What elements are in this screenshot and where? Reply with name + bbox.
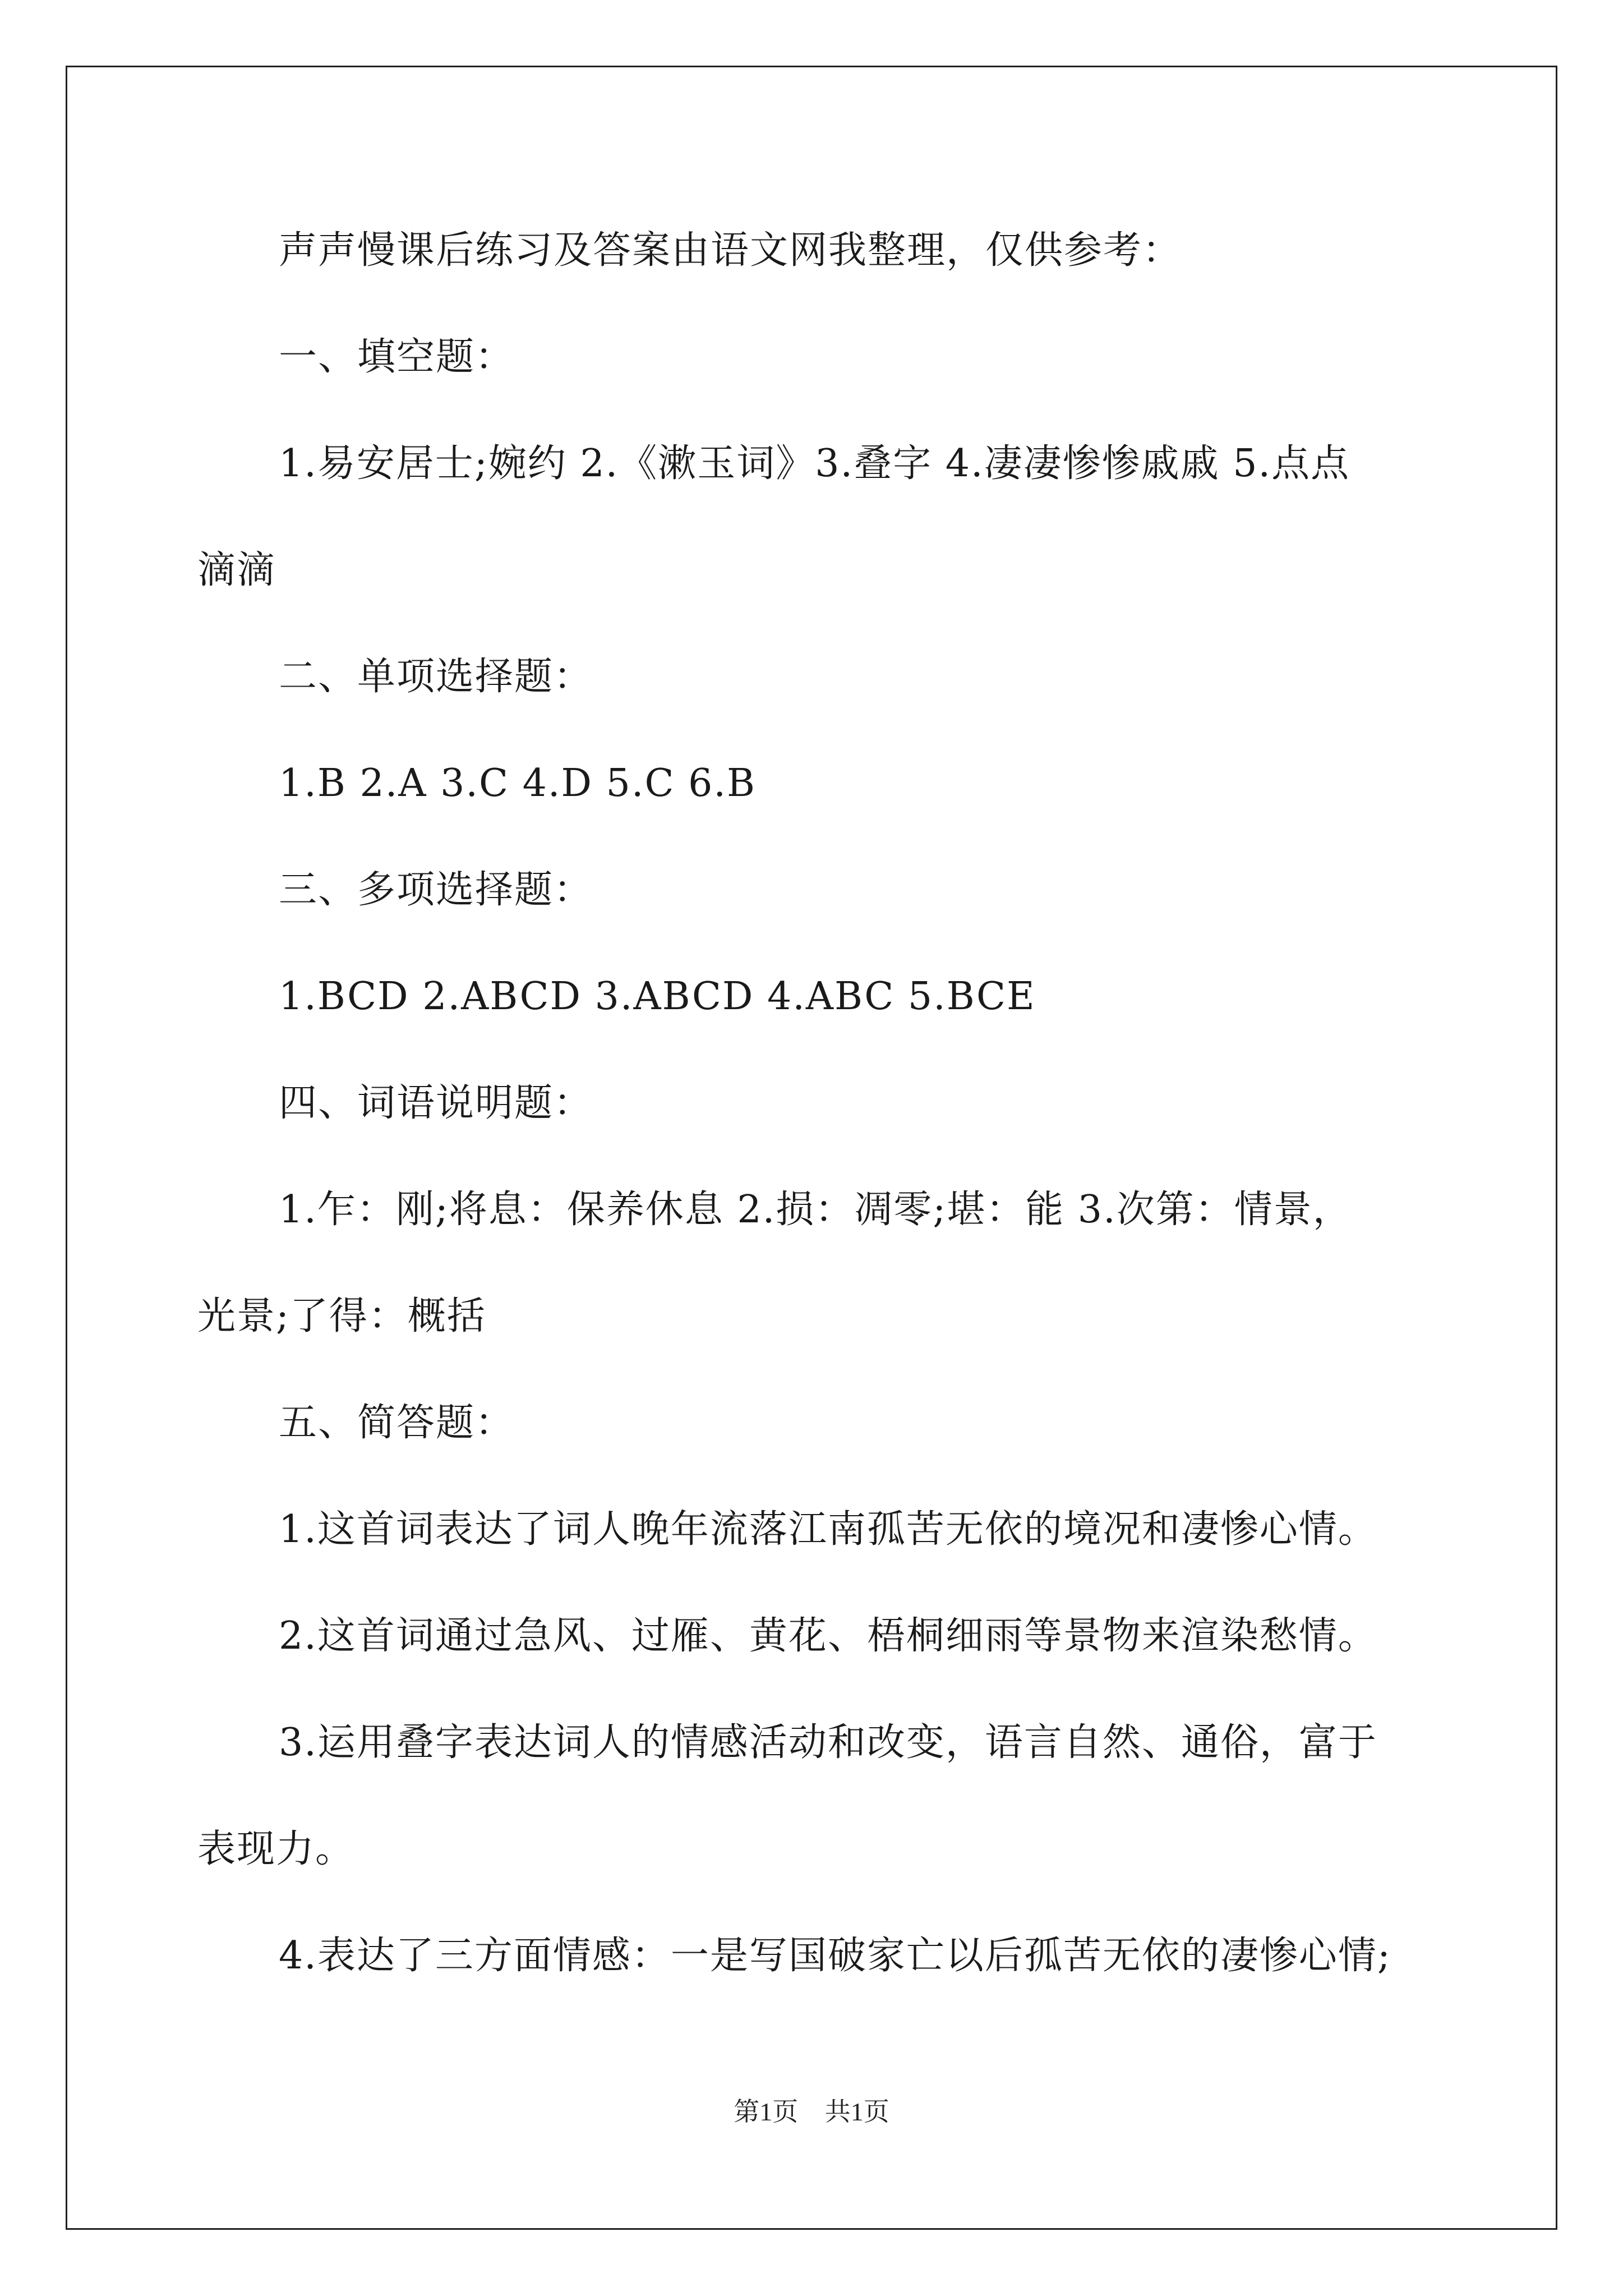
section-heading-single-choice: 二、单项选择题： [279, 655, 593, 699]
document-body [197, 224, 1431, 2036]
answer-single-choice: 1.B 2.A 3.C 4.D 5.C 6.B [279, 761, 756, 806]
section-heading-word-explanation: 四、词语说明题： [279, 1081, 593, 1125]
short-answer-4: 4.表达了三方面情感：一是写国破家亡以后孤苦无依的凄惨心情; [279, 1934, 1391, 1978]
answer-line-continuation: 滴滴 [197, 548, 276, 592]
section-heading-fill-in: 一、填空题： [279, 335, 515, 379]
short-answer-1: 1.这首词表达了词人晚年流落江南孤苦无依的境况和凄惨心情。 [279, 1507, 1377, 1552]
page-footer [0, 2091, 1623, 2128]
short-answer-3 [197, 1717, 1431, 1876]
answer-line: 1.乍：刚;将息：保养休息 2.损：凋零;堪：能 3.次第：情景， [279, 1188, 1352, 1232]
answer-line-continuation: 光景;了得：概括 [197, 1294, 486, 1338]
answer-multiple-choice: 1.BCD 2.ABCD 3.ABCD 4.ABC 5.BCE [279, 974, 1036, 1019]
page-number-total: 共1页 [824, 2097, 889, 2126]
answer-word-explanation [197, 1184, 1431, 1343]
answer-fill-in [197, 438, 1431, 597]
page-number-current: 第1页 [734, 2097, 799, 2126]
short-answer-2: 2.这首词通过急风、过雁、黄花、梧桐细雨等景物来渲染愁情。 [279, 1614, 1377, 1658]
section-heading-short-answer: 五、简答题： [279, 1401, 515, 1445]
answer-line: 3.运用叠字表达词人的情感活动和改变，语言自然、通俗，富于 [279, 1720, 1377, 1765]
section-heading-multiple-choice: 三、多项选择题： [279, 868, 593, 912]
intro-paragraph: 声声慢课后练习及答案由语文网我整理，仅供参考： [279, 228, 1182, 273]
answer-line-continuation: 表现力。 [197, 1827, 355, 1871]
answer-line: 1.易安居士;婉约 2.《漱玉词》3.叠字 4.凄凄惨惨戚戚 5.点点 [279, 441, 1350, 486]
